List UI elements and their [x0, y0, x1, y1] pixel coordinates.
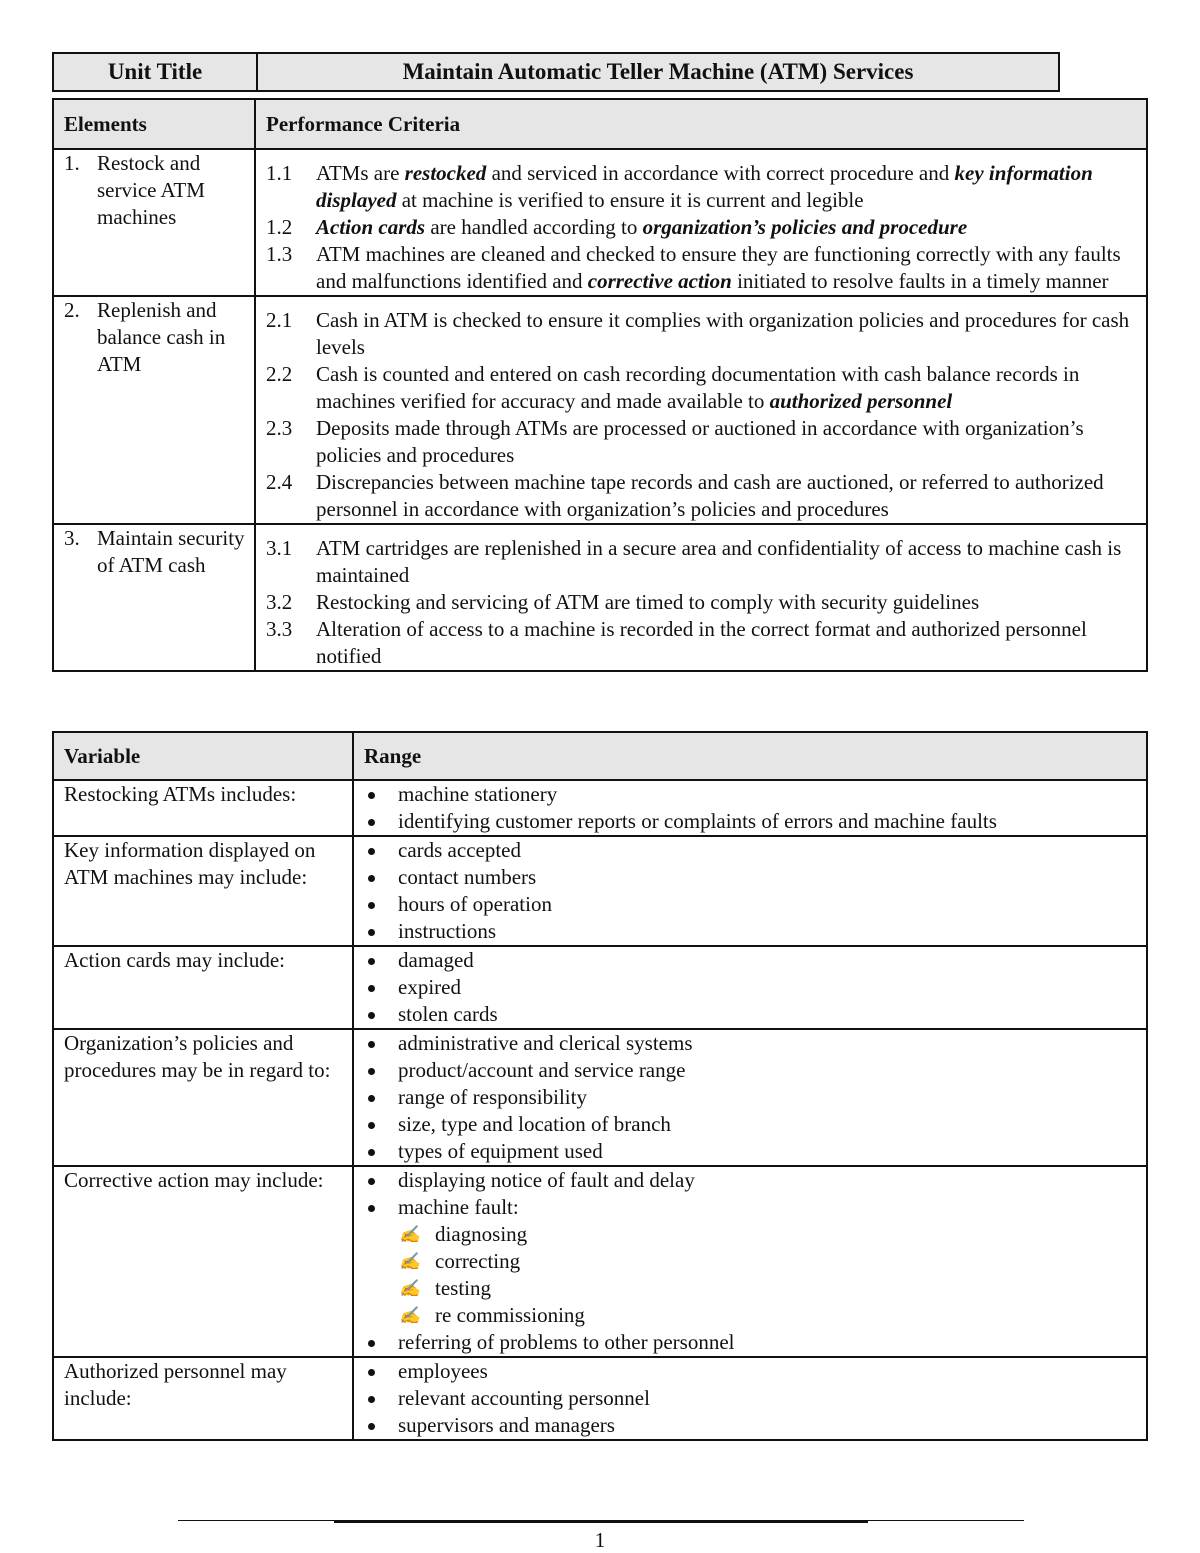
range-item-text: displaying notice of fault and delay — [398, 1168, 695, 1192]
criterion — [266, 535, 1138, 589]
pencil-writing-icon: ✍ — [399, 1225, 421, 1244]
range-header: Range — [353, 732, 1147, 780]
range-item — [364, 1111, 1136, 1138]
bullet-icon — [368, 848, 375, 855]
range-item — [364, 1385, 1136, 1412]
criterion-fragment: ATMs are — [316, 161, 405, 185]
range-item-text: machine stationery — [398, 782, 558, 806]
criteria-cell — [255, 149, 1147, 296]
range-item-text: relevant accounting personnel — [398, 1386, 650, 1410]
element-cell — [53, 296, 255, 524]
criterion — [266, 415, 1138, 469]
criterion — [266, 469, 1138, 523]
bullet-icon — [368, 1095, 375, 1102]
range-item — [364, 1329, 1136, 1356]
range-list — [364, 1030, 1136, 1165]
range-item-text: supervisors and managers — [398, 1413, 615, 1437]
range-cell — [353, 1166, 1147, 1357]
bullet-icon — [368, 1423, 375, 1430]
variable-cell: Action cards may include: — [53, 946, 353, 1029]
sub-item — [364, 1248, 1136, 1275]
element-number: 2. — [64, 298, 80, 322]
criterion-number: 3.2 — [266, 590, 293, 614]
criterion-fragment: ATM cartridges are replenished in a secure area and confidentiality of access to machine cash is maintained — [316, 536, 1122, 587]
criterion — [266, 361, 1138, 415]
criterion-text — [316, 160, 1138, 214]
criterion-fragment: Cash is counted and entered on cash recording documentation with cash balance records in machines verified for accuracy and made available to — [316, 362, 1080, 413]
element — [64, 150, 246, 231]
criterion-number: 2.2 — [266, 362, 293, 386]
criterion-number: 1.2 — [266, 215, 293, 239]
variable-cell: Restocking ATMs includes: — [53, 780, 353, 836]
bullet-icon — [368, 1012, 375, 1019]
element-row — [53, 149, 1147, 296]
criterion-fragment: Alteration of access to a machine is recorded in the correct format and authorized personnel notified — [316, 617, 1087, 668]
element-text: Replenish and balance cash in ATM — [97, 298, 226, 376]
range-item — [364, 918, 1136, 945]
sub-item — [364, 1302, 1136, 1329]
bullet-icon — [368, 819, 375, 826]
footer-rule-thick — [334, 1521, 868, 1523]
sub-item-text: diagnosing — [435, 1222, 528, 1246]
sub-item — [364, 1275, 1136, 1302]
range-item-text: contact numbers — [398, 865, 537, 889]
element — [64, 525, 246, 579]
criterion-number: 3.1 — [266, 536, 293, 560]
range-item — [364, 1358, 1136, 1385]
criterion — [266, 214, 1138, 241]
criterion-fragment: initiated to resolve faults in a timely manner — [731, 269, 1109, 293]
criteria-cell — [255, 524, 1147, 671]
range-statement-table — [52, 731, 1148, 1441]
element-text: Restock and service ATM machines — [97, 151, 205, 229]
elements-header: Elements — [53, 99, 255, 149]
range-item-text: size, type and location of branch — [398, 1112, 671, 1136]
element-number: 3. — [64, 526, 80, 550]
criterion-number: 3.3 — [266, 617, 293, 641]
key-term: Action cards — [316, 215, 426, 239]
range-item-text: stolen cards — [398, 1002, 498, 1026]
variable-cell: Authorized personnel may include: — [53, 1357, 353, 1440]
range-row — [53, 946, 1147, 1029]
range-item — [364, 1167, 1136, 1194]
criterion-fragment: Cash in ATM is checked to ensure it complies with organization policies and procedures for cash levels — [316, 308, 1130, 359]
key-term: key information displayed — [316, 161, 1093, 212]
criterion-number: 1.1 — [266, 161, 293, 185]
range-cell — [353, 946, 1147, 1029]
criterion-text — [316, 307, 1138, 361]
performance-criteria-table — [52, 98, 1148, 672]
element-cell — [53, 524, 255, 671]
range-list — [364, 947, 1136, 1028]
bullet-icon — [368, 1340, 375, 1347]
range-item-text: hours of operation — [398, 892, 552, 916]
bullet-icon — [368, 792, 375, 799]
criterion-number: 1.3 — [266, 242, 293, 266]
pencil-writing-icon: ✍ — [399, 1279, 421, 1298]
range-list — [364, 1167, 1136, 1356]
sub-item-text: testing — [435, 1276, 491, 1300]
sub-item-text: re commissioning — [435, 1303, 585, 1327]
criterion-fragment: Restocking and servicing of ATM are timed to comply with security guidelines — [316, 590, 980, 614]
bullet-icon — [368, 958, 375, 965]
bullet-icon — [368, 985, 375, 992]
criterion-fragment: at machine is verified to ensure it is current and legible — [396, 188, 864, 212]
page-number: 1 — [594, 1528, 606, 1552]
range-item — [364, 1057, 1136, 1084]
range-item-text: types of equipment used — [398, 1139, 603, 1163]
criterion — [266, 589, 1138, 616]
range-cell — [353, 780, 1147, 836]
element-number: 1. — [64, 151, 80, 175]
criterion-fragment: ATM machines are cleaned and checked to ensure they are functioning correctly with any faults and malfunctions identified and — [316, 242, 1121, 293]
unit-title-table — [52, 52, 1060, 92]
criterion-fragment: Deposits made through ATMs are processed or auctioned in accordance with organization’s policies and procedures — [316, 416, 1084, 467]
key-term: authorized personnel — [769, 389, 953, 413]
criterion-text — [316, 589, 1138, 616]
criterion — [266, 160, 1138, 214]
criterion-number: 2.3 — [266, 416, 293, 440]
range-item-text: administrative and clerical systems — [398, 1031, 693, 1055]
element-row — [53, 524, 1147, 671]
range-item — [364, 837, 1136, 864]
bullet-icon — [368, 1068, 375, 1075]
unit-title-label: Unit Title — [54, 54, 258, 90]
range-item-text: identifying customer reports or complaints of errors and machine faults — [398, 809, 997, 833]
criterion-fragment: are handled according to — [425, 215, 643, 239]
unit-title-value: Maintain Automatic Teller Machine (ATM) Services — [258, 54, 1058, 90]
bullet-icon — [368, 1396, 375, 1403]
range-row — [53, 780, 1147, 836]
range-item — [364, 1030, 1136, 1057]
criterion-number: 2.4 — [266, 470, 293, 494]
range-row — [53, 836, 1147, 946]
range-row — [53, 1166, 1147, 1357]
range-item — [364, 1001, 1136, 1028]
range-item-text: instructions — [398, 919, 496, 943]
criterion-text — [316, 535, 1138, 589]
element-text: Maintain security of ATM cash — [97, 526, 245, 577]
element-row — [53, 296, 1147, 524]
criterion — [266, 307, 1138, 361]
key-term: organization’s policies and procedure — [642, 215, 968, 239]
range-item-text: expired — [398, 975, 461, 999]
sub-list — [364, 1221, 1136, 1329]
bullet-icon — [368, 1122, 375, 1129]
range-item-text: cards accepted — [398, 838, 521, 862]
range-item-text: product/account and service range — [398, 1058, 686, 1082]
range-cell — [353, 836, 1147, 946]
bullet-icon — [368, 875, 375, 882]
criterion — [266, 241, 1138, 295]
range-item — [364, 1194, 1136, 1329]
pencil-writing-icon: ✍ — [399, 1306, 421, 1325]
criterion-text — [316, 214, 1138, 241]
element-cell — [53, 149, 255, 296]
criterion — [266, 616, 1138, 670]
range-item — [364, 808, 1136, 835]
range-cell — [353, 1357, 1147, 1440]
element — [64, 297, 246, 378]
bullet-icon — [368, 1149, 375, 1156]
range-item-text: range of responsibility — [398, 1085, 587, 1109]
criterion-number: 2.1 — [266, 308, 293, 332]
bullet-icon — [368, 929, 375, 936]
criterion-text — [316, 469, 1138, 523]
variable-cell: Corrective action may include: — [53, 1166, 353, 1357]
range-item-text: employees — [398, 1359, 488, 1383]
criterion-text — [316, 361, 1138, 415]
performance-criteria-header: Performance Criteria — [255, 99, 1147, 149]
range-item-text: referring of problems to other personnel — [398, 1330, 735, 1354]
range-item — [364, 974, 1136, 1001]
range-item-text: damaged — [398, 948, 474, 972]
bullet-icon — [368, 1369, 375, 1376]
criteria-cell — [255, 296, 1147, 524]
pencil-writing-icon: ✍ — [399, 1252, 421, 1271]
range-item — [364, 1138, 1136, 1165]
range-row — [53, 1357, 1147, 1440]
range-cell — [353, 1029, 1147, 1166]
sub-item-text: correcting — [435, 1249, 521, 1273]
range-item — [364, 947, 1136, 974]
variable-header: Variable — [53, 732, 353, 780]
range-list — [364, 781, 1136, 835]
bullet-icon — [368, 902, 375, 909]
range-item — [364, 781, 1136, 808]
bullet-icon — [368, 1205, 375, 1212]
range-row — [53, 1029, 1147, 1166]
sub-item — [364, 1221, 1136, 1248]
criterion-text — [316, 415, 1138, 469]
range-list — [364, 837, 1136, 945]
criterion-fragment: and serviced in accordance with correct procedure and — [486, 161, 955, 185]
key-term: corrective action — [587, 269, 732, 293]
range-list — [364, 1358, 1136, 1439]
criterion-text — [316, 616, 1138, 670]
criterion-text — [316, 241, 1138, 295]
range-item — [364, 864, 1136, 891]
criterion-fragment: Discrepancies between machine tape records and cash are auctioned, or referred to authorized personnel in accordance with organization’s policies and procedures — [316, 470, 1104, 521]
key-term: restocked — [404, 161, 487, 185]
bullet-icon — [368, 1041, 375, 1048]
range-item — [364, 891, 1136, 918]
range-item-text: machine fault: — [398, 1195, 519, 1219]
range-item — [364, 1412, 1136, 1439]
range-item — [364, 1084, 1136, 1111]
bullet-icon — [368, 1178, 375, 1185]
variable-cell: Key information displayed on ATM machines may include: — [53, 836, 353, 946]
variable-cell: Organization’s policies and procedures may be in regard to: — [53, 1029, 353, 1166]
